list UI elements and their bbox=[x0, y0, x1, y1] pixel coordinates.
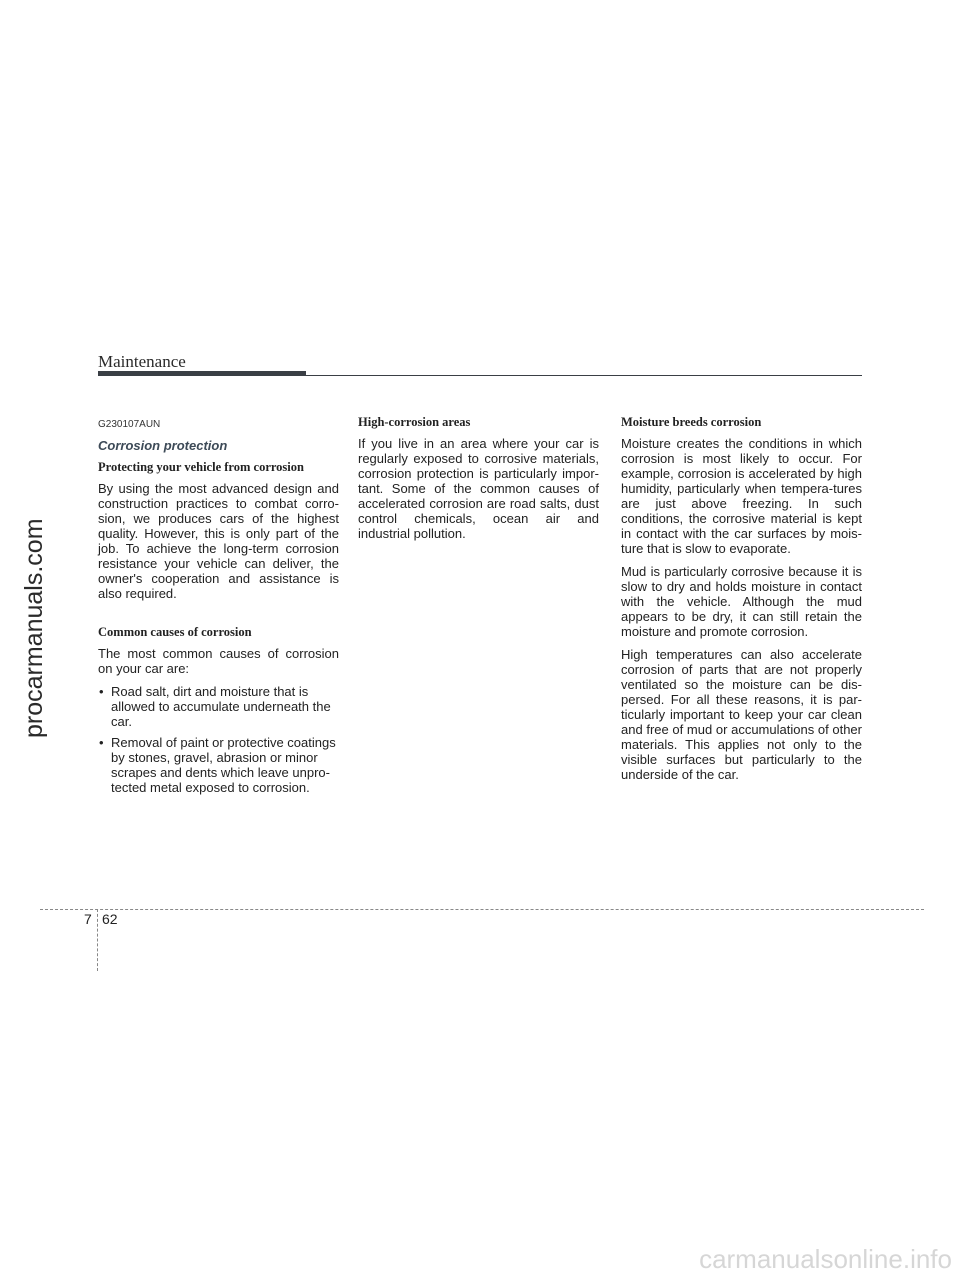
header-rule-thick bbox=[98, 371, 306, 376]
bottom-watermark: carmanualsonline.info bbox=[699, 1244, 952, 1274]
paragraph: Mud is particularly corrosive because it is slow to dry and holds moisture in contact with the vehicle. Although the mud appears to be dry, it can still retain the moisture and promote corrosion. bbox=[621, 564, 862, 639]
chapter-number: 7 bbox=[84, 911, 92, 927]
paragraph: If you live in an area where your car is regularly exposed to corrosive materials, corrosion protection is particularly impor-tant. Some of the common causes of accelerated corrosion are road salts, dust control chemicals, ocean air and industrial pollution. bbox=[358, 436, 599, 541]
paragraph: High temperatures can also accelerate corrosion of parts that are not properly ventilated so the moisture can be dis-persed. For all these reasons, it is par-ticularly important to keep your car clean and free of mud or accumulations of other materials. This applies not only to the visible surfaces but particularly to the underside of the car. bbox=[621, 647, 862, 782]
subheading-common-causes: Common causes of corrosion bbox=[98, 625, 252, 639]
bullet-icon: • bbox=[99, 735, 104, 750]
bullet-icon: • bbox=[99, 684, 104, 699]
section-code: G230107AUN bbox=[98, 419, 161, 430]
paragraph: The most common causes of corrosion on your car are: bbox=[98, 646, 339, 676]
paragraph: By using the most advanced design and construction practices to combat corro-sion, we produces cars of the highest quality. However, this is only part of the job. To achieve the long-term corrosion resistance your vehicle can deliver, the owner's cooperation and assistance is also required. bbox=[98, 481, 339, 601]
footer-rule bbox=[40, 909, 924, 910]
list-item-text: Removal of paint or protective coatings by stones, gravel, abrasion or minor scrapes and dents which leave unpro-tected metal exposed to corrosion. bbox=[111, 735, 336, 795]
column-1 bbox=[98, 410, 339, 801]
column-3 bbox=[621, 415, 862, 790]
paragraph: Moisture creates the conditions in which corrosion is most likely to occur. For example, corrosion is accelerated by high humidity, particularly when tempera-tures are just above freezing. In such conditions, the corrosive material is kept in contact with the car surfaces by mois-ture that is slow to evaporate. bbox=[621, 436, 862, 556]
section-title: Maintenance bbox=[98, 352, 186, 371]
bullet-list bbox=[98, 684, 339, 795]
footer-divider bbox=[97, 909, 98, 971]
subheading-moisture: Moisture breeds corrosion bbox=[621, 415, 762, 429]
header-rule-thin bbox=[306, 375, 862, 376]
list-item bbox=[98, 684, 339, 729]
column-2 bbox=[358, 415, 599, 549]
side-watermark-text: procarmanuals.com bbox=[20, 518, 48, 738]
section-heading: Corrosion protection bbox=[98, 438, 228, 453]
subheading-high-corrosion: High-corrosion areas bbox=[358, 415, 471, 429]
list-item-text: Road salt, dirt and moisture that is allowed to accumulate underneath the car. bbox=[111, 684, 331, 729]
subheading-protecting: Protecting your vehicle from corrosion bbox=[98, 460, 304, 474]
page-number: 62 bbox=[102, 911, 118, 927]
list-item bbox=[98, 735, 339, 795]
